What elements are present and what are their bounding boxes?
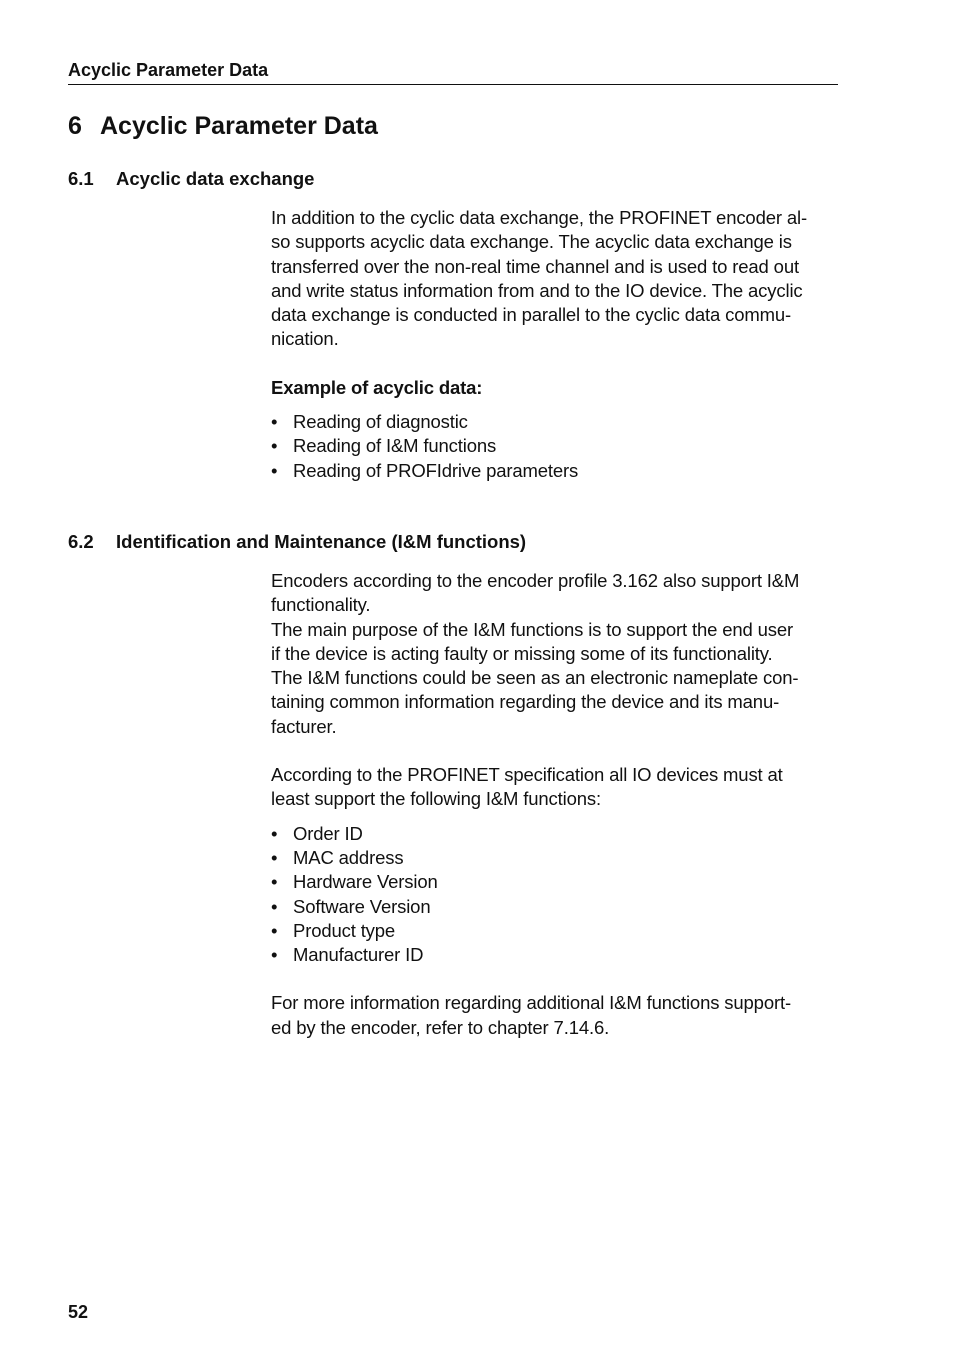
text-line: and write status information from and to the IO device. The acyclic [271, 279, 803, 301]
list-item-text: MAC address [293, 846, 404, 868]
paragraph-more-info [271, 991, 843, 1040]
bullet-icon: • [271, 435, 278, 457]
text-line: transferred over the non-real time channel and is used to read out [271, 255, 799, 277]
list-item [271, 822, 843, 846]
bullet-icon: • [271, 822, 278, 844]
list-item-text: Hardware Version [293, 871, 438, 893]
list-item-text: Reading of PROFIdrive parameters [293, 459, 579, 481]
example-list [271, 410, 843, 483]
text-line: data exchange is conducted in parallel to the cyclic data commu- [271, 304, 791, 326]
chapter-number: 6 [68, 112, 82, 140]
section-title: Identification and Maintenance (I&M functions) [116, 531, 527, 552]
text-line: functionality. [271, 594, 371, 616]
paragraph-im-intro [271, 569, 843, 739]
bullet-icon: • [271, 944, 278, 966]
text-line: Encoders according to the encoder profile 3.162 also support I&M [271, 570, 800, 591]
list-item [271, 434, 843, 458]
list-item-text: Reading of I&M functions [293, 435, 497, 457]
text-line: For more information regarding additional I&M functions support- [271, 992, 791, 1014]
text-line: least support the following I&M functions: [271, 788, 601, 810]
paragraph-acyclic-intro [271, 206, 843, 352]
bullet-icon: • [271, 846, 278, 868]
chapter-title-text: Acyclic Parameter Data [100, 112, 378, 140]
paragraph-profinet-requirement [271, 763, 843, 812]
text-line: In addition to the cyclic data exchange, the PROFINET encoder al- [271, 207, 807, 228]
section-6-2-body [271, 569, 843, 1040]
section-title: Acyclic data exchange [116, 168, 315, 189]
bullet-icon: • [271, 895, 278, 917]
list-item-text: Manufacturer ID [293, 944, 424, 966]
list-item [271, 919, 843, 943]
section-6-1-body [271, 206, 843, 483]
section-heading-6-2 [68, 530, 526, 554]
example-heading: Example of acyclic data: [271, 376, 483, 398]
section-heading-6-1 [68, 167, 314, 191]
page-number: 52 [68, 1302, 89, 1322]
bullet-icon: • [271, 459, 278, 481]
list-item [271, 895, 843, 919]
list-item-text: Order ID [293, 822, 363, 844]
chapter-title [68, 110, 378, 142]
bullet-icon: • [271, 871, 278, 893]
section-number: 6.2 [68, 531, 94, 552]
list-item [271, 870, 843, 894]
bullet-icon: • [271, 919, 278, 941]
text-line: nication. [271, 328, 339, 350]
bullet-icon: • [271, 411, 278, 433]
text-line: facturer. [271, 715, 337, 737]
list-item-text: Product type [293, 919, 396, 941]
list-item [271, 943, 843, 967]
text-line: so supports acyclic data exchange. The acyclic data exchange is [271, 231, 792, 253]
list-item-text: Software Version [293, 895, 431, 917]
text-line: if the device is acting faulty or missing some of its functionality. [271, 642, 773, 664]
text-line: The main purpose of the I&M functions is to support the end user [271, 618, 794, 640]
im-function-list [271, 822, 843, 968]
list-item-text: Reading of diagnostic [293, 411, 468, 433]
text-line: According to the PROFINET specification all IO devices must at [271, 764, 783, 786]
running-header: Acyclic Parameter Data [68, 58, 838, 85]
section-number: 6.1 [68, 168, 94, 189]
list-item [271, 410, 843, 434]
text-line: taining common information regarding the device and its manu- [271, 691, 780, 713]
text-line: The I&M functions could be seen as an electronic nameplate con- [271, 667, 799, 689]
text-line: ed by the encoder, refer to chapter 7.14.6. [271, 1016, 610, 1038]
list-item [271, 846, 843, 870]
list-item [271, 459, 843, 483]
